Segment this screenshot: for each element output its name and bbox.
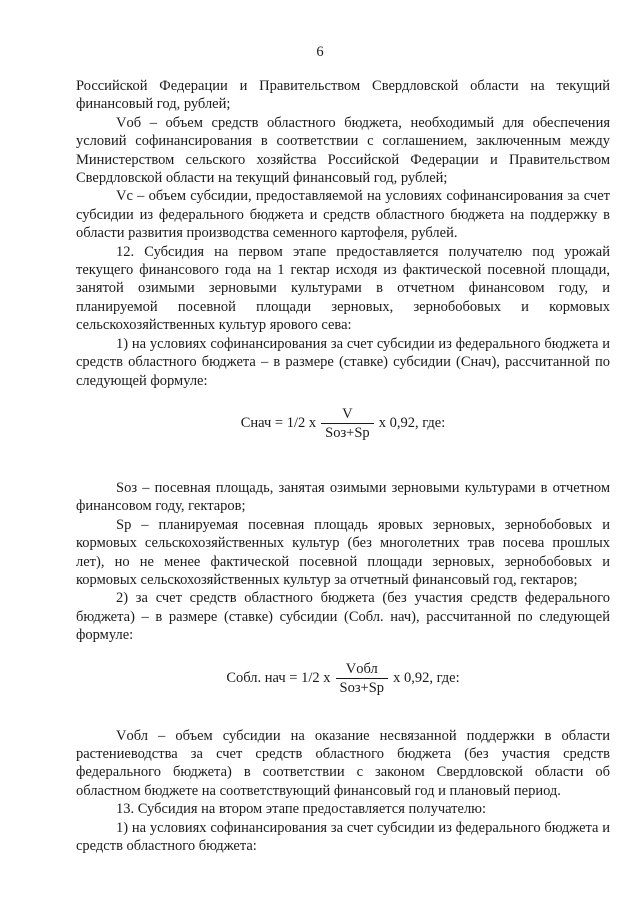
paragraph-6: Sоз – посевная площадь, занятая озимыми зерновыми культурами в отчетном финансовом году, гектаров; — [76, 479, 610, 515]
page-number: 6 — [316, 44, 324, 60]
paragraph-1: Российской Федерации и Правительством Свердловской области на текущий финансовый год, рублей; — [76, 78, 610, 113]
formula-1-fraction — [321, 405, 374, 442]
formula-1-lhs: Снач = 1/2 x — [240, 415, 317, 432]
paragraph-7: Sp – планируемая посевная площадь яровых зерновых, зернобобовых и кормовых сельскохозяйственных культур (без многолетних трав посева прошлых лет), но не менее фактической посевной площади зерновых, зернобобовых и кормовых сельскохозяйственных культур за отчетный финансовый год, гектаров; — [76, 516, 610, 588]
formula-1-rhs: x 0,92, где: — [378, 415, 446, 432]
paragraph-5: 1) на условиях софинансирования за счет субсидии из федерального бюджета и средств областного бюджета – в размере (ставке) субсидии (Снач), рассчитанной по следующей формуле: — [76, 335, 610, 389]
paragraph-10: 13. Субсидия на втором этапе предоставляется получателю: — [116, 801, 487, 818]
paragraph-9: Vобл – объем субсидии на оказание несвязанной поддержки в области растениеводства за счет средств областного бюджета (без участия средств федерального бюджета) в соответствии с законом Свердловской области об областном бюджете на соответствующий финансовый год и плановый период. — [76, 727, 610, 799]
formula-2-fraction — [336, 660, 389, 697]
formula-2-lhs: Собл. нач = 1/2 x — [226, 669, 331, 686]
formula-sobl-nach — [76, 660, 610, 697]
paragraph-8: 2) за счет средств областного бюджета (без участия средств федерального бюджета) – в размере (ставке) субсидии (Собл. нач), рассчитанной по следующей формуле: — [76, 590, 610, 644]
paragraph-2: Vоб – объем средств областного бюджета, необходимый для обеспечения условий софинансирования в соответствии с соглашением, заключенным между Министерством сельского хозяйства Российской Федерации и Правительством Свердловской области на текущий финансовый год, рублей; — [76, 114, 610, 187]
formula-1-numerator: V — [342, 405, 353, 422]
paragraph-3: Vс – объем субсидии, предоставляемой на условиях софинансирования за счет субсидии из федерального бюджета и средств областного бюджета на поддержку в области развития производства семенного картофеля, рублей. — [76, 188, 610, 242]
document-body — [76, 77, 610, 855]
paragraph-11: 1) на условиях софинансирования за счет субсидии из федерального бюджета и средств областного бюджета: — [76, 819, 610, 854]
formula-snach — [76, 405, 610, 442]
formula-2-numerator: Vобл — [345, 660, 378, 677]
formula-2-denominator: Sоз+Sp — [336, 678, 389, 697]
formula-1-denominator: Sоз+Sp — [321, 423, 374, 442]
paragraph-4: 12. Субсидия на первом этапе предоставляется получателю под урожай текущего финансового года на 1 гектар исходя из фактической посевной площади, занятой озимыми зерновыми культурами в отчетном финансовом году, и планируемой посевной площади зерновых, зернобобовых и кормовых сельскохозяйственных культур ярового сева: — [76, 243, 610, 334]
formula-2-rhs: x 0,92, где: — [393, 669, 460, 686]
